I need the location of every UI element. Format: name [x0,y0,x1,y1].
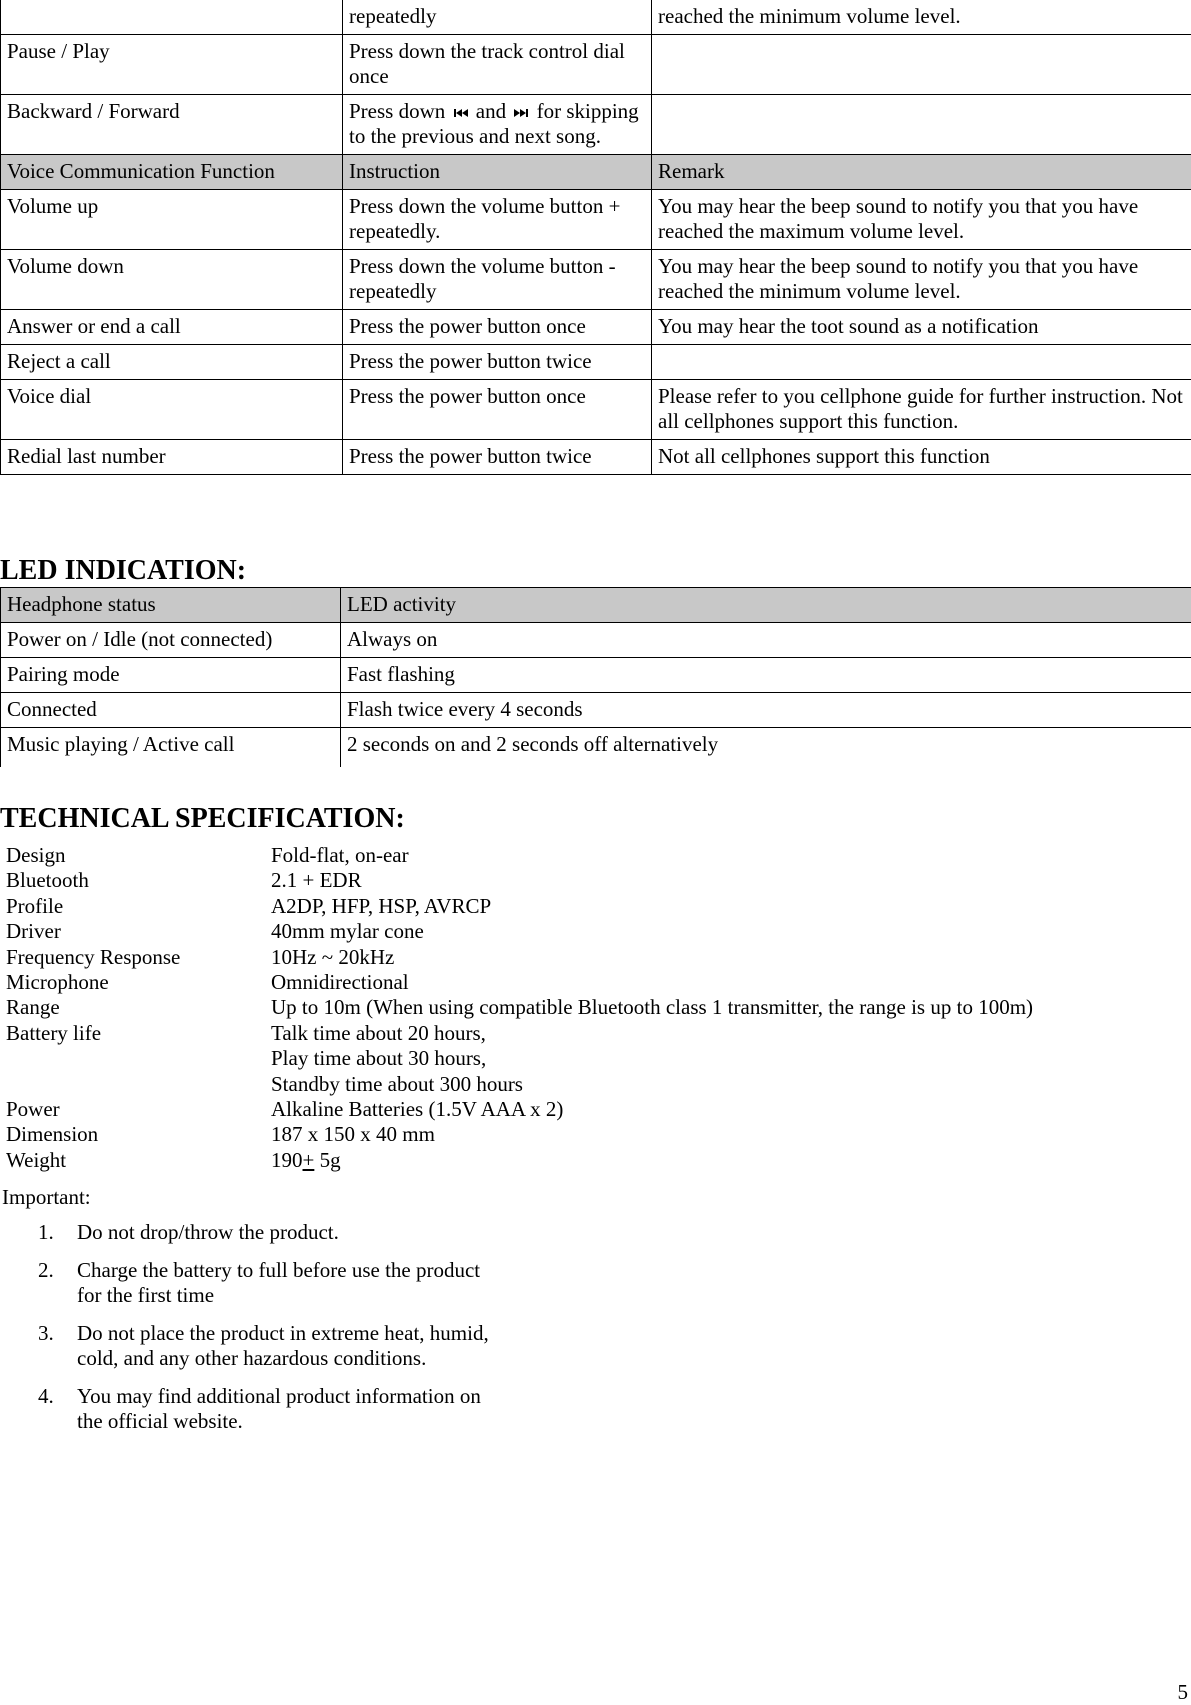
weight-tolerance: 5g [314,1148,340,1172]
table-cell: Press the power button once [343,310,652,345]
list-text: Do not place the product in extreme heat, humid, cold, and any other hazardous conditions. [77,1321,508,1372]
table-cell: Reject a call [1,345,343,380]
spec-label: Bluetooth [6,868,271,893]
spec-row [6,919,1186,944]
table-cell [1,0,343,35]
spec-value [271,1148,1186,1173]
spec-row [6,995,1186,1020]
table-row [1,190,1191,250]
important-label: Important: [2,1185,91,1210]
table-cell: Pairing mode [1,658,341,693]
table-cell: Music playing / Active call [1,728,341,768]
spec-label: Microphone [6,970,271,995]
table-cell [652,95,1191,155]
list-number: 1. [38,1220,77,1246]
spec-heading: TECHNICAL SPECIFICATION: [0,803,405,835]
table-cell: You may hear the toot sound as a notification [652,310,1191,345]
spec-label: Profile [6,894,271,919]
table-row [1,310,1191,345]
table-row [1,0,1191,35]
spec-value: Fold-flat, on-ear [271,843,1186,868]
table-row [1,623,1191,658]
instruction-text: and [476,99,506,123]
column-header: Voice Communication Function [1,155,343,190]
table-cell: reached the minimum volume level. [652,0,1191,35]
table-cell: Press the power button twice [343,345,652,380]
table-cell: Always on [341,623,1191,658]
spec-row [6,894,1186,919]
table-cell: You may hear the beep sound to notify you that you have reached the minimum volume level. [652,250,1191,310]
list-item [38,1384,508,1435]
spec-row [6,945,1186,970]
spec-value: 187 x 150 x 40 mm [271,1122,1186,1147]
table-row [1,35,1191,95]
table-cell: Press down the track control dial once [343,35,652,95]
table-cell: Redial last number [1,440,343,475]
list-text: You may find additional product information on the official website. [77,1384,508,1435]
list-number: 3. [38,1321,77,1372]
spec-value: 2.1 + EDR [271,868,1186,893]
table-cell: Power on / Idle (not connected) [1,623,341,658]
page-number: 5 [1178,1680,1189,1705]
table-cell: Press the power button twice [343,440,652,475]
table-cell [652,345,1191,380]
spec-value [271,1021,1186,1097]
table-cell: Fast flashing [341,658,1191,693]
skip-previous-icon [454,108,468,118]
instruction-text: for skipping to the previous and next song. [349,99,639,148]
instruction-text: Press down [349,99,445,123]
column-header: Headphone status [1,588,341,623]
table-cell: Press down the volume button - repeatedly [343,250,652,310]
important-list [38,1220,508,1447]
table-cell: Backward / Forward [1,95,343,155]
spec-value: Omnidirectional [271,970,1186,995]
spec-label: Weight [6,1148,271,1173]
table-cell: Flash twice every 4 seconds [341,693,1191,728]
list-number: 2. [38,1258,77,1309]
table-row [1,440,1191,475]
column-header: LED activity [341,588,1191,623]
list-number: 4. [38,1384,77,1435]
table-header-row [1,588,1191,623]
spec-row [6,970,1186,995]
table-cell: Please refer to you cellphone guide for further instruction. Not all cellphones support this function. [652,380,1191,440]
table-row [1,250,1191,310]
table-cell: Pause / Play [1,35,343,95]
table-row [1,728,1191,768]
table-cell: Press the power button once [343,380,652,440]
table-cell: Press down the volume button + repeatedly. [343,190,652,250]
table-cell: Answer or end a call [1,310,343,345]
table-cell: You may hear the beep sound to notify you that you have reached the maximum volume level. [652,190,1191,250]
table-row [1,345,1191,380]
table-cell: Volume up [1,190,343,250]
spec-value: 10Hz ~ 20kHz [271,945,1186,970]
spec-list [6,843,1186,1173]
table-header-row [1,155,1191,190]
spec-value: 40mm mylar cone [271,919,1186,944]
spec-row [6,1097,1186,1122]
spec-label: Range [6,995,271,1020]
spec-row [6,868,1186,893]
table-cell [652,35,1191,95]
table-cell: Not all cellphones support this function [652,440,1191,475]
spec-label: Driver [6,919,271,944]
spec-row-battery [6,1021,1186,1097]
spec-label: Power [6,1097,271,1122]
table-cell: Voice dial [1,380,343,440]
table-row [1,380,1191,440]
table-cell: 2 seconds on and 2 seconds off alternatively [341,728,1191,768]
led-table [0,587,1191,767]
table-row [1,95,1191,155]
spec-row [6,1122,1186,1147]
table-cell: Volume down [1,250,343,310]
list-text: Do not drop/throw the product. [77,1220,508,1246]
table-row [1,693,1191,728]
spec-row-weight [6,1148,1186,1173]
list-item [38,1220,508,1246]
table-cell: Connected [1,693,341,728]
controls-table [0,0,1191,475]
spec-value: Up to 10m (When using compatible Bluetooth class 1 transmitter, the range is up to 100m) [271,995,1186,1020]
spec-label: Design [6,843,271,868]
table-row [1,658,1191,693]
skip-next-icon [514,108,528,118]
spec-row [6,843,1186,868]
table-cell [343,95,652,155]
spec-value: Alkaline Batteries (1.5V AAA x 2) [271,1097,1186,1122]
battery-line: Play time about 30 hours, [271,1046,1186,1071]
spec-value: A2DP, HFP, HSP, AVRCP [271,894,1186,919]
battery-line: Standby time about 300 hours [271,1072,1186,1097]
led-heading: LED INDICATION: [0,555,246,587]
plus-minus-sign: + [303,1148,315,1172]
spec-label: Dimension [6,1122,271,1147]
weight-value: 190 [271,1148,303,1172]
spec-label: Frequency Response [6,945,271,970]
column-header: Instruction [343,155,652,190]
spec-label: Battery life [6,1021,271,1097]
column-header: Remark [652,155,1191,190]
list-item [38,1321,508,1372]
list-text: Charge the battery to full before use the product for the first time [77,1258,508,1309]
list-item [38,1258,508,1309]
battery-line: Talk time about 20 hours, [271,1021,1186,1046]
table-cell: repeatedly [343,0,652,35]
